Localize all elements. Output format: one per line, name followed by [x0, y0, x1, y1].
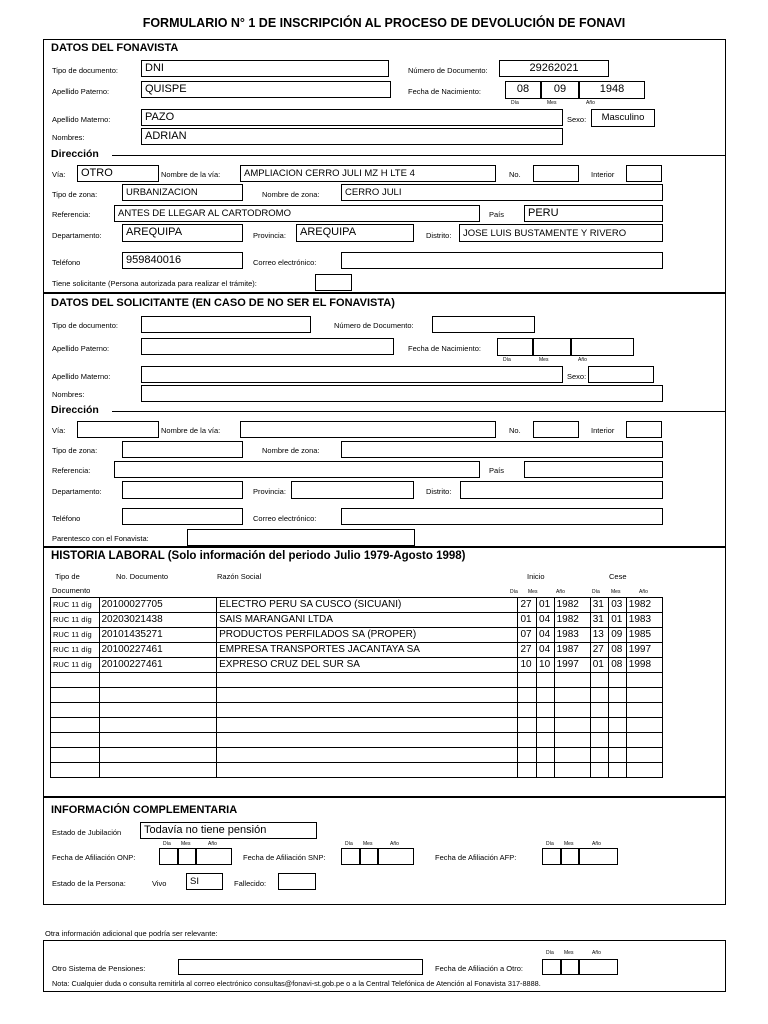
table-row	[51, 733, 663, 748]
telefono-field[interactable]: 959840016	[122, 252, 243, 269]
table-cell[interactable]: 03	[609, 598, 627, 613]
pais-label: País	[489, 210, 505, 219]
table-cell[interactable]: 08	[609, 658, 627, 673]
table-cell[interactable]	[99, 673, 217, 688]
afil-afp-dia[interactable]	[542, 848, 561, 865]
nac-anio-field[interactable]: 1948	[579, 81, 645, 99]
num-doc-field[interactable]: 29262021	[499, 60, 609, 77]
table-cell[interactable]	[217, 718, 518, 733]
table-cell[interactable]	[626, 763, 662, 778]
afil-afp-anio[interactable]	[579, 848, 618, 865]
table-cell[interactable]	[609, 718, 627, 733]
nac-mes-field[interactable]: 09	[541, 81, 579, 99]
table-cell[interactable]	[51, 763, 100, 778]
table-row	[51, 613, 663, 628]
table-cell[interactable]: 1997	[626, 643, 662, 658]
table-cell[interactable]: 08	[609, 643, 627, 658]
departamento-label: Departamento:	[52, 231, 102, 240]
table-cell[interactable]: 1997	[554, 658, 590, 673]
col-razon-label: Razón Social	[217, 572, 262, 581]
table-cell[interactable]	[518, 763, 537, 778]
complementaria-heading: INFORMACIÓN COMPLEMENTARIA	[51, 804, 238, 816]
table-cell[interactable]	[51, 688, 100, 703]
sol-nac-dia-field[interactable]	[497, 338, 533, 356]
table-cell[interactable]: 1985	[626, 628, 662, 643]
table-cell[interactable]: RUC 11 díg	[51, 598, 100, 613]
table-cell[interactable]	[99, 733, 217, 748]
num-doc-label: Número de Documento:	[408, 66, 488, 75]
sexo-label: Sexo:	[567, 115, 587, 124]
sol-direccion-rule	[112, 411, 726, 412]
afil-otro-dia[interactable]	[542, 959, 561, 975]
hist-inicio-mes: Mes	[528, 589, 538, 595]
sol-num-doc-field[interactable]	[432, 316, 535, 333]
nombre-via-label: Nombre de la vía:	[161, 170, 221, 179]
sol-nombre-zona-label: Nombre de zona:	[262, 446, 320, 455]
table-cell[interactable]: 09	[609, 628, 627, 643]
table-cell[interactable]: 01	[518, 613, 537, 628]
provincia-label: Provincia:	[253, 231, 286, 240]
afil-onp-anio[interactable]	[196, 848, 232, 865]
sol-nombres-label: Nombres:	[52, 390, 85, 399]
sol-provincia-label: Provincia:	[253, 487, 286, 496]
sol-nac-anio-field[interactable]	[571, 338, 634, 356]
sol-ap-materno-label: Apellido Materno:	[52, 372, 111, 381]
provincia-field[interactable]: AREQUIPA	[296, 224, 414, 242]
col-tipo-label: Tipo de	[55, 572, 80, 581]
table-cell[interactable]	[626, 733, 662, 748]
table-row	[51, 598, 663, 613]
table-cell[interactable]	[609, 673, 627, 688]
sol-tipo-doc-field[interactable]	[141, 316, 311, 333]
col-tipo2-label: Documento	[52, 586, 91, 595]
table-cell[interactable]	[217, 748, 518, 763]
onp-dma-anio: Año	[208, 841, 217, 847]
correo-field[interactable]	[341, 252, 663, 269]
ap-paterno-label: Apellido Paterno:	[52, 87, 110, 96]
table-cell[interactable]	[626, 748, 662, 763]
table-cell[interactable]	[537, 733, 555, 748]
table-cell[interactable]	[537, 688, 555, 703]
sol-provincia-field[interactable]	[291, 481, 414, 499]
dma-dia: Día	[511, 100, 519, 106]
table-cell[interactable]	[51, 748, 100, 763]
sol-nac-mes-field[interactable]	[533, 338, 571, 356]
table-cell[interactable]	[99, 703, 217, 718]
table-cell[interactable]: 04	[537, 643, 555, 658]
sol-pais-label: País	[489, 466, 505, 475]
sol-nombre-via-field[interactable]	[240, 421, 496, 438]
table-cell[interactable]	[99, 763, 217, 778]
col-inicio-label: Inicio	[527, 572, 545, 581]
sol-num-doc-label: Número de Documento:	[334, 321, 414, 330]
tipo-doc-field[interactable]: DNI	[141, 60, 389, 77]
sol-interior-field[interactable]	[626, 421, 662, 438]
sol-nombre-zona-field[interactable]	[341, 441, 663, 458]
fonavista-heading: DATOS DEL FONAVISTA	[51, 42, 179, 54]
direccion-rule	[112, 155, 726, 156]
historia-heading: HISTORIA LABORAL (Solo información del periodo Julio 1979-Agosto 1998)	[51, 550, 466, 562]
table-cell[interactable]	[609, 748, 627, 763]
tipo-doc-label: Tipo de documento:	[52, 66, 119, 75]
table-cell[interactable]	[537, 718, 555, 733]
sol-departamento-label: Departamento:	[52, 487, 102, 496]
table-cell[interactable]	[554, 718, 590, 733]
table-cell[interactable]: ELECTRO PERU SA CUSCO (SICUANI)	[217, 598, 518, 613]
table-cell[interactable]	[554, 703, 590, 718]
table-cell[interactable]	[609, 733, 627, 748]
table-row	[51, 658, 663, 673]
otro-dma-dia: Día	[546, 950, 554, 956]
sol-ap-paterno-label: Apellido Paterno:	[52, 344, 110, 353]
table-cell[interactable]	[51, 718, 100, 733]
table-cell[interactable]: 1982	[554, 613, 590, 628]
sol-nombres-field[interactable]	[141, 385, 663, 402]
afil-onp-mes[interactable]	[178, 848, 196, 865]
interior-label: Interior	[591, 170, 615, 179]
table-cell[interactable]: 20100027705	[99, 598, 217, 613]
ap-paterno-field[interactable]: QUISPE	[141, 81, 391, 98]
table-row	[51, 673, 663, 688]
referencia-label: Referencia:	[52, 210, 91, 219]
table-cell[interactable]	[217, 703, 518, 718]
interior-field[interactable]	[626, 165, 662, 182]
sol-tipo-doc-label: Tipo de documento:	[52, 321, 119, 330]
sol-dma-anio: Año	[578, 357, 587, 363]
form-title: FORMULARIO N° 1 DE INSCRIPCIÓN AL PROCESO DE DEVOLUCIÓN DE FONAVI	[142, 16, 626, 30]
via-label: Vía:	[52, 170, 66, 179]
afil-snp-anio[interactable]	[378, 848, 414, 865]
telefono-label: Teléfono	[52, 258, 81, 267]
table-cell[interactable]: EXPRESO CRUZ DEL SUR SA	[217, 658, 518, 673]
direccion-heading: Dirección	[51, 148, 99, 160]
no-label: No.	[509, 170, 521, 179]
referencia-field[interactable]: ANTES DE LLEGAR AL CARTODROMO	[114, 205, 480, 222]
afil-afp-label: Fecha de Afiliación AFP:	[435, 853, 517, 862]
table-row	[51, 748, 663, 763]
table-cell[interactable]	[609, 763, 627, 778]
estado-persona-label: Estado de la Persona:	[52, 879, 126, 888]
tiene-solicitante-field[interactable]	[315, 274, 352, 291]
hist-cese-anio: Año	[639, 589, 648, 595]
table-cell[interactable]	[51, 703, 100, 718]
table-cell[interactable]	[626, 673, 662, 688]
table-cell[interactable]: 01	[537, 598, 555, 613]
table-cell[interactable]	[554, 748, 590, 763]
col-nodoc-label: No. Documento	[116, 572, 169, 581]
table-row	[51, 643, 663, 658]
afil-onp-dia[interactable]	[159, 848, 178, 865]
table-cell[interactable]: 1982	[626, 598, 662, 613]
sol-no-field[interactable]	[533, 421, 579, 438]
table-cell[interactable]	[590, 673, 609, 688]
table-cell[interactable]: RUC 11 díg	[51, 628, 100, 643]
table-cell[interactable]	[626, 718, 662, 733]
fallecido-field[interactable]	[278, 873, 316, 890]
afp-dma-mes: Mes	[564, 841, 574, 847]
sol-referencia-label: Referencia:	[52, 466, 91, 475]
table-cell[interactable]	[518, 733, 537, 748]
table-row	[51, 763, 663, 778]
afil-otro-label: Fecha de Afiliación a Otro:	[435, 964, 523, 973]
table-row	[51, 703, 663, 718]
afil-otro-anio[interactable]	[579, 959, 618, 975]
table-cell[interactable]: 1998	[626, 658, 662, 673]
nombres-label: Nombres:	[52, 133, 85, 142]
distrito-label: Distrito:	[426, 231, 452, 240]
table-cell[interactable]	[590, 688, 609, 703]
otra-info-label: Otra información adicional que podría ser relevante:	[45, 929, 218, 938]
table-cell[interactable]: 1987	[554, 643, 590, 658]
fecha-nac-label: Fecha de Nacimiento:	[408, 87, 481, 96]
sol-nombre-via-label: Nombre de la vía:	[161, 426, 221, 435]
afil-snp-label: Fecha de Afiliación SNP:	[243, 853, 326, 862]
table-cell[interactable]	[609, 688, 627, 703]
nombre-zona-field[interactable]: CERRO JULI	[341, 184, 663, 201]
sol-referencia-field[interactable]	[114, 461, 480, 478]
sol-distrito-field[interactable]	[460, 481, 663, 499]
table-cell[interactable]	[518, 748, 537, 763]
table-cell[interactable]: RUC 11 díg	[51, 643, 100, 658]
table-cell[interactable]: 04	[537, 613, 555, 628]
historia-table	[50, 597, 663, 778]
sol-sexo-field[interactable]	[588, 366, 654, 383]
table-cell[interactable]	[217, 763, 518, 778]
estado-jub-field[interactable]: Todavía no tiene pensión	[140, 822, 317, 839]
snp-dma-mes: Mes	[363, 841, 373, 847]
otro-sistema-label: Otro Sistema de Pensiones:	[52, 964, 146, 973]
table-cell[interactable]	[590, 763, 609, 778]
vivo-field[interactable]: SI	[186, 873, 223, 890]
otro-sistema-field[interactable]	[178, 959, 423, 975]
tiene-solicitante-label: Tiene solicitante (Persona autorizada para realizar el trámite):	[52, 279, 257, 288]
dma-mes: Mes	[547, 100, 557, 106]
solicitante-heading: DATOS DEL SOLICITANTE (EN CASO DE NO SER EL FONAVISTA)	[51, 297, 395, 309]
table-cell[interactable]	[217, 688, 518, 703]
sol-dma-mes: Mes	[539, 357, 549, 363]
table-cell[interactable]	[99, 748, 217, 763]
table-cell[interactable]	[537, 703, 555, 718]
table-cell[interactable]: 27	[590, 643, 609, 658]
table-cell[interactable]	[609, 703, 627, 718]
afil-onp-label: Fecha de Afiliación ONP:	[52, 853, 136, 862]
parentesco-label: Parentesco con el Fonavista:	[52, 534, 149, 543]
table-cell[interactable]: PRODUCTOS PERFILADOS SA (PROPER)	[217, 628, 518, 643]
sol-ap-paterno-field[interactable]	[141, 338, 394, 355]
hist-cese-mes: Mes	[611, 589, 621, 595]
tipo-zona-label: Tipo de zona:	[52, 190, 98, 199]
sol-correo-field[interactable]	[341, 508, 663, 525]
table-cell[interactable]	[554, 763, 590, 778]
col-cese-label: Cese	[609, 572, 627, 581]
afp-dma-dia: Día	[546, 841, 554, 847]
ap-materno-field[interactable]: PAZO	[141, 109, 563, 126]
sol-interior-label: Interior	[591, 426, 615, 435]
sol-via-field[interactable]	[77, 421, 159, 438]
onp-dma-mes: Mes	[181, 841, 191, 847]
table-cell[interactable]	[518, 688, 537, 703]
table-cell[interactable]: 20100227461	[99, 643, 217, 658]
table-row	[51, 688, 663, 703]
sol-tipo-zona-label: Tipo de zona:	[52, 446, 98, 455]
sol-sexo-label: Sexo:	[567, 372, 587, 381]
sol-dma-dia: Día	[503, 357, 511, 363]
sol-tipo-zona-field[interactable]	[122, 441, 243, 458]
nombre-via-field[interactable]: AMPLIACION CERRO JULI MZ H LTE 4	[240, 165, 496, 182]
nombre-zona-label: Nombre de zona:	[262, 190, 320, 199]
table-cell[interactable]	[626, 688, 662, 703]
table-cell[interactable]: 01	[590, 658, 609, 673]
table-cell[interactable]: 1983	[626, 613, 662, 628]
afil-afp-mes[interactable]	[561, 848, 579, 865]
sol-telefono-field[interactable]	[122, 508, 243, 525]
table-cell[interactable]	[99, 718, 217, 733]
table-cell[interactable]	[626, 703, 662, 718]
table-cell[interactable]: 31	[590, 598, 609, 613]
table-cell[interactable]	[99, 688, 217, 703]
table-cell[interactable]: 20203021438	[99, 613, 217, 628]
table-cell[interactable]	[217, 673, 518, 688]
snp-dma-dia: Día	[345, 841, 353, 847]
table-cell[interactable]	[590, 703, 609, 718]
hist-inicio-anio: Año	[556, 589, 565, 595]
table-cell[interactable]	[518, 673, 537, 688]
table-cell[interactable]: 10	[518, 658, 537, 673]
afil-snp-mes[interactable]	[360, 848, 378, 865]
table-cell[interactable]	[590, 733, 609, 748]
snp-dma-anio: Año	[390, 841, 399, 847]
dma-anio: Año	[586, 100, 595, 106]
table-cell[interactable]	[537, 763, 555, 778]
sol-fecha-nac-label: Fecha de Nacimiento:	[408, 344, 481, 353]
distrito-field[interactable]: JOSE LUIS BUSTAMENTE Y RIVERO	[459, 224, 663, 242]
table-cell[interactable]	[217, 733, 518, 748]
table-cell[interactable]	[518, 703, 537, 718]
nota-text: Nota: Cualquier duda o consulta remitirla al correo electrónico consultas@fonavi-st.gob.pe o a la Central Telefónica de Atención al Fonavista 317-8888.	[52, 979, 541, 988]
sol-distrito-label: Distrito:	[426, 487, 452, 496]
table-cell[interactable]: 1982	[554, 598, 590, 613]
otro-dma-anio: Año	[592, 950, 601, 956]
hist-cese-dia: Día	[592, 589, 600, 595]
vivo-label: Vivo	[152, 879, 167, 888]
no-field[interactable]	[533, 165, 579, 182]
sol-direccion-heading: Dirección	[51, 404, 99, 416]
table-cell[interactable]	[51, 673, 100, 688]
sol-departamento-field[interactable]	[122, 481, 243, 499]
table-cell[interactable]: 07	[518, 628, 537, 643]
table-cell[interactable]: 01	[609, 613, 627, 628]
fallecido-label: Fallecido:	[234, 879, 267, 888]
afp-dma-anio: Año	[592, 841, 601, 847]
onp-dma-dia: Día	[163, 841, 171, 847]
sol-correo-label: Correo electrónico:	[253, 514, 317, 523]
nombres-field[interactable]: ADRIAN	[141, 128, 563, 145]
table-cell[interactable]: 1983	[554, 628, 590, 643]
afil-snp-dia[interactable]	[341, 848, 360, 865]
table-cell[interactable]: 27	[518, 643, 537, 658]
sol-pais-field[interactable]	[524, 461, 663, 478]
table-cell[interactable]	[537, 748, 555, 763]
table-row	[51, 718, 663, 733]
parentesco-field[interactable]	[187, 529, 415, 546]
nac-dia-field[interactable]: 08	[505, 81, 541, 99]
tipo-zona-field[interactable]: URBANIZACION	[122, 184, 243, 201]
estado-jub-label: Estado de Jubilación	[52, 828, 122, 837]
table-cell[interactable]: 04	[537, 628, 555, 643]
table-cell[interactable]: SAIS MARANGANI LTDA	[217, 613, 518, 628]
table-cell[interactable]: RUC 11 díg	[51, 658, 100, 673]
table-cell[interactable]: 31	[590, 613, 609, 628]
departamento-field[interactable]: AREQUIPA	[122, 224, 243, 242]
pais-field[interactable]: PERU	[524, 205, 663, 222]
otro-dma-mes: Mes	[564, 950, 574, 956]
correo-label: Correo electrónico:	[253, 258, 317, 267]
table-cell[interactable]	[554, 673, 590, 688]
sol-ap-materno-field[interactable]	[141, 366, 563, 383]
afil-otro-mes[interactable]	[561, 959, 579, 975]
ap-materno-label: Apellido Materno:	[52, 115, 111, 124]
via-field[interactable]: OTRO	[77, 165, 159, 182]
table-cell[interactable]	[554, 688, 590, 703]
table-cell[interactable]: 27	[518, 598, 537, 613]
table-cell[interactable]: 10	[537, 658, 555, 673]
table-cell[interactable]	[590, 718, 609, 733]
table-cell[interactable]: 20101435271	[99, 628, 217, 643]
table-row	[51, 628, 663, 643]
table-cell[interactable]: RUC 11 díg	[51, 613, 100, 628]
sol-via-label: Vía:	[52, 426, 66, 435]
sexo-field[interactable]: Masculino	[591, 109, 655, 127]
hist-inicio-dia: Día	[510, 589, 518, 595]
sol-no-label: No.	[509, 426, 521, 435]
table-cell[interactable]: EMPRESA TRANSPORTES JACANTAYA SA	[217, 643, 518, 658]
sol-telefono-label: Teléfono	[52, 514, 81, 523]
table-cell[interactable]: 13	[590, 628, 609, 643]
table-cell[interactable]	[537, 673, 555, 688]
table-cell[interactable]: 20100227461	[99, 658, 217, 673]
table-cell[interactable]	[590, 748, 609, 763]
table-cell[interactable]	[518, 718, 537, 733]
table-cell[interactable]	[554, 733, 590, 748]
table-cell[interactable]	[51, 733, 100, 748]
